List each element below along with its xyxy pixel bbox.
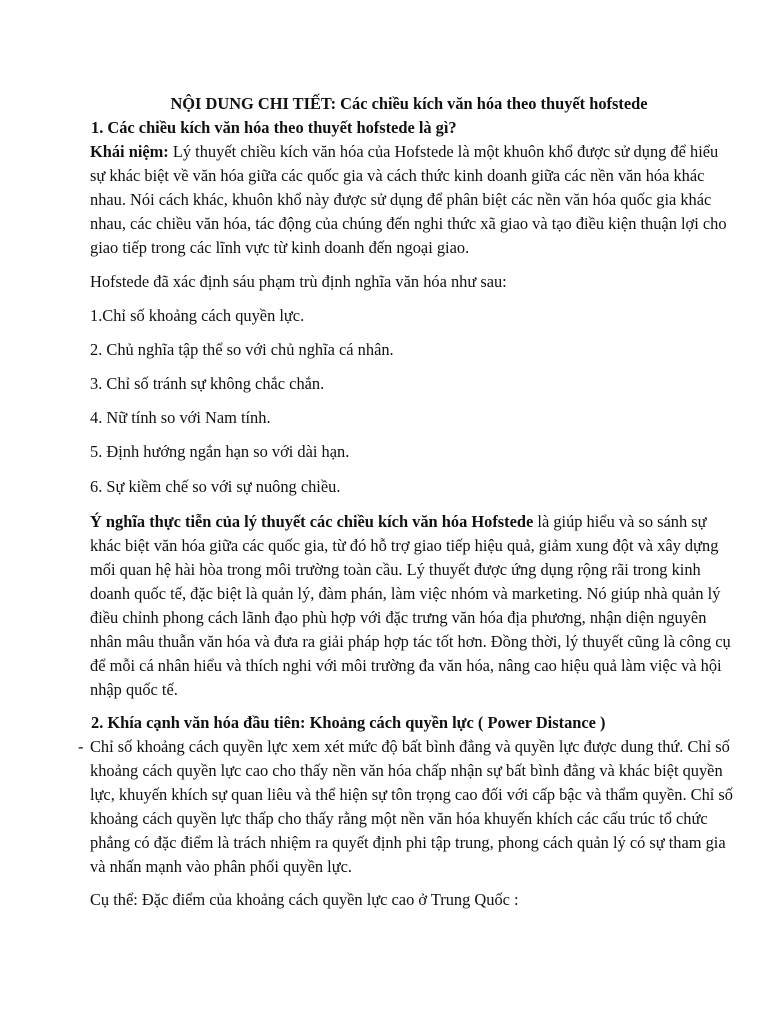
- specific-line: Cụ thể: Đặc điểm của khoảng cách quyền lực cao ở Trung Quốc :: [90, 890, 519, 909]
- category-item: 1.Chỉ số khoảng cách quyền lực.: [90, 306, 305, 325]
- category-item: 5. Định hướng ngắn hạn so với dài hạn.: [90, 442, 350, 461]
- meaning-paragraph: [90, 510, 735, 702]
- concept-label: Khái niệm:: [90, 142, 169, 161]
- bullet-marker: -: [78, 737, 84, 756]
- document-title: NỘI DUNG CHI TIẾT: Các chiều kích văn hóa theo thuyết hofstede: [170, 94, 648, 113]
- concept-text: Lý thuyết chiều kích văn hóa của Hofstede là một khuôn khổ được sử dụng để hiểu sự khác biệt về văn hóa giữa các quốc gia và cách thức kinh doanh giữa các nền văn hóa khác nhau. Nói cách khác, khuôn khổ này được sử dụng để phân biệt các nền văn hóa quốc gia khác nhau, các chiều văn hóa, tác động của chúng đến nghi thức xã giao và tạo điều kiện thuận lợi cho giao tiếp trong các lĩnh vực từ kinh doanh đến ngoại giao.: [90, 142, 727, 257]
- category-item: 6. Sự kiềm chế so với sự nuông chiều.: [90, 477, 341, 496]
- concept-paragraph: [90, 140, 735, 260]
- section-2-heading: 2. Khía cạnh văn hóa đầu tiên: Khoảng cách quyền lực ( Power Distance ): [91, 713, 606, 732]
- meaning-text: là giúp hiểu và so sánh sự khác biệt văn hóa giữa các quốc gia, từ đó hỗ trợ giao tiếp hiệu quả, giảm xung đột và xây dựng mối quan hệ hài hòa trong môi trường toàn cầu. Lý thuyết được ứng dụng rộng rãi trong kinh doanh quốc tế, đặc biệt là quản lý, đàm phán, làm việc nhóm và marketing. Nó giúp nhà quản lý điều chỉnh phong cách lãnh đạo phù hợp với đặc trưng văn hóa địa phương, nhận diện nguyên nhân mâu thuẫn văn hóa và đưa ra giải pháp hợp tác tốt hơn. Đồng thời, lý thuyết cũng là công cụ để mỗi cá nhân hiểu và thích nghi với môi trường đa văn hóa, nâng cao hiệu quả làm việc và hội nhập quốc tế.: [90, 512, 731, 699]
- power-distance-paragraph: Chỉ số khoảng cách quyền lực xem xét mức độ bất bình đẳng và quyền lực được dung thứ. Chỉ số khoảng cách quyền lực cao cho thấy nền văn hóa chấp nhận sự bất bình đẳng và khác biệt quyền lực, khuyến khích sự quan liêu và thể hiện sự tôn trọng cao đối với cấp bậc và thẩm quyền. Chỉ số khoảng cách quyền lực thấp cho thấy rằng một nền văn hóa khuyến khích các cấu trúc tổ chức phẳng có đặc điểm là trách nhiệm ra quyết định phi tập trung, phong cách quản lý có sự tham gia và nhấn mạnh vào phân phối quyền lực.: [90, 737, 733, 876]
- category-item: 4. Nữ tính so với Nam tính.: [90, 408, 271, 427]
- section-1-heading: 1. Các chiều kích văn hóa theo thuyết hofstede là gì?: [91, 118, 457, 137]
- meaning-label: Ý nghĩa thực tiễn của lý thuyết các chiều kích văn hóa Hofstede: [90, 512, 534, 531]
- categories-intro: Hofstede đã xác định sáu phạm trù định nghĩa văn hóa như sau:: [90, 272, 507, 291]
- category-item: 2. Chủ nghĩa tập thể so với chủ nghĩa cá nhân.: [90, 340, 394, 359]
- category-item: 3. Chỉ số tránh sự không chắc chắn.: [90, 374, 325, 393]
